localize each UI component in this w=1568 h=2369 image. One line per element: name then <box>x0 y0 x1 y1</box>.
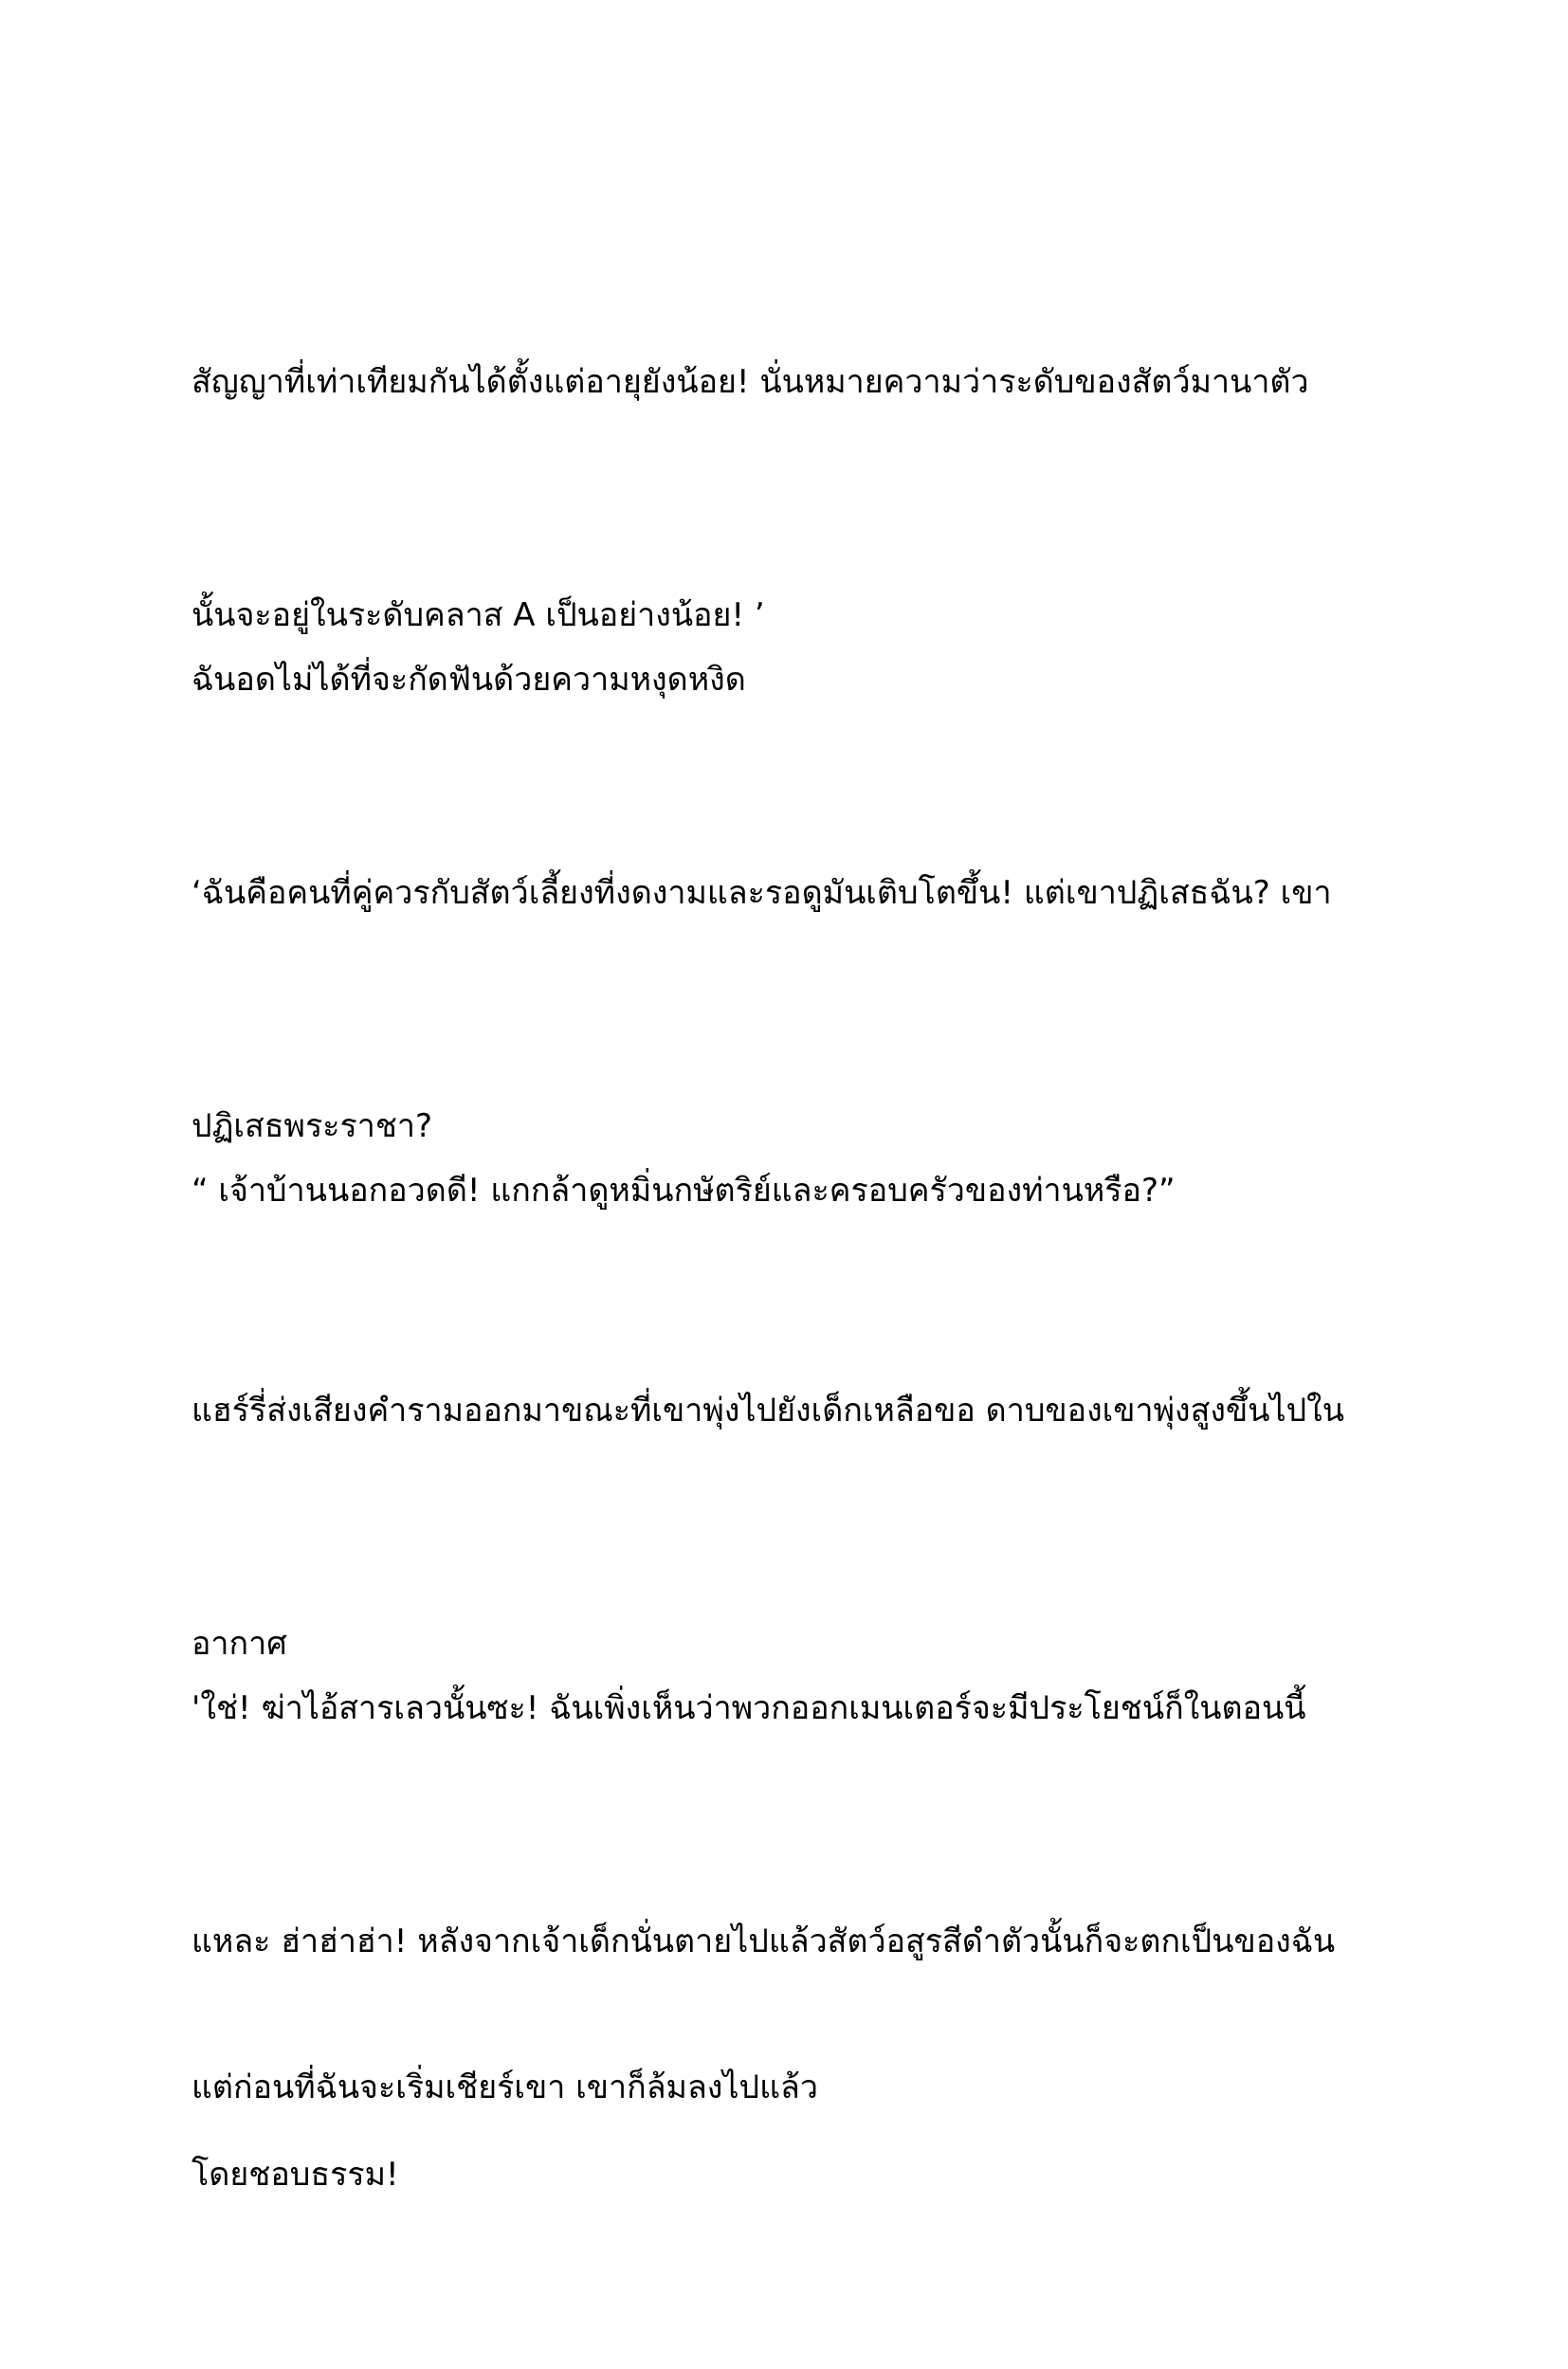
text-line: ‘ฉันคือคนที่คู่ควรกับสัตว์เลี้ยงที่งดงามและรอดูมันเติบโตขึ้น! แต่เขาปฏิเสธฉัน? เขา <box>191 874 1332 912</box>
text-line: สัญญาที่เท่าเทียมกันได้ตั้งแต่อายุยังน้อย! นั่นหมายความว่าระดับของสัตว์มานาตัว <box>191 363 1309 401</box>
text-line: อากาศ <box>191 1625 287 1663</box>
text-line: แฮร์รี่ส่งเสียงคำรามออกมาขณะที่เขาพุ่งไปยังเด็กเหลือขอ ดาบของเขาพุ่งสูงขึ้นไปใน <box>191 1392 1344 1430</box>
text-line: “ เจ้าบ้านนอกอวดดี! แกกล้าดูหมิ่นกษัตริย์และครอบครัวของท่านหรือ?” <box>191 1172 1176 1210</box>
text-line: ปฏิเสธพระราชา? <box>191 1107 433 1145</box>
paragraph-fell <box>191 1893 1395 2282</box>
text-line: แต่ก่อนที่ฉันจะเริ่มเชียร์เขา เขาก็ล้มลงไปแล้ว <box>191 2068 818 2106</box>
text-line: แหละ ฮ่าฮ่าฮ่า! หลังจากเจ้าเด็กนั่นตายไปแล้วสัตว์อสูรสีดำตัวนั้นก็จะตกเป็นของฉัน <box>191 1923 1336 1960</box>
text-line: นั้นจะอยู่ในระดับคลาส A เป็นอย่างน้อย! ’ <box>191 596 765 634</box>
text-line: 'ใช่! ฆ่าไอ้สารเลวนั้นซะ! ฉันเพิ่งเห็นว่าพวกออกเมนเตอร์จะมีประโยชน์ก็ในตอนนี้ <box>191 1689 1306 1727</box>
text-line: โดยชอบธรรม! <box>191 2156 399 2194</box>
text-line: ฉันอดไม่ได้ที่จะกัดฟันด้วยความหงุดหงิด <box>191 661 746 699</box>
